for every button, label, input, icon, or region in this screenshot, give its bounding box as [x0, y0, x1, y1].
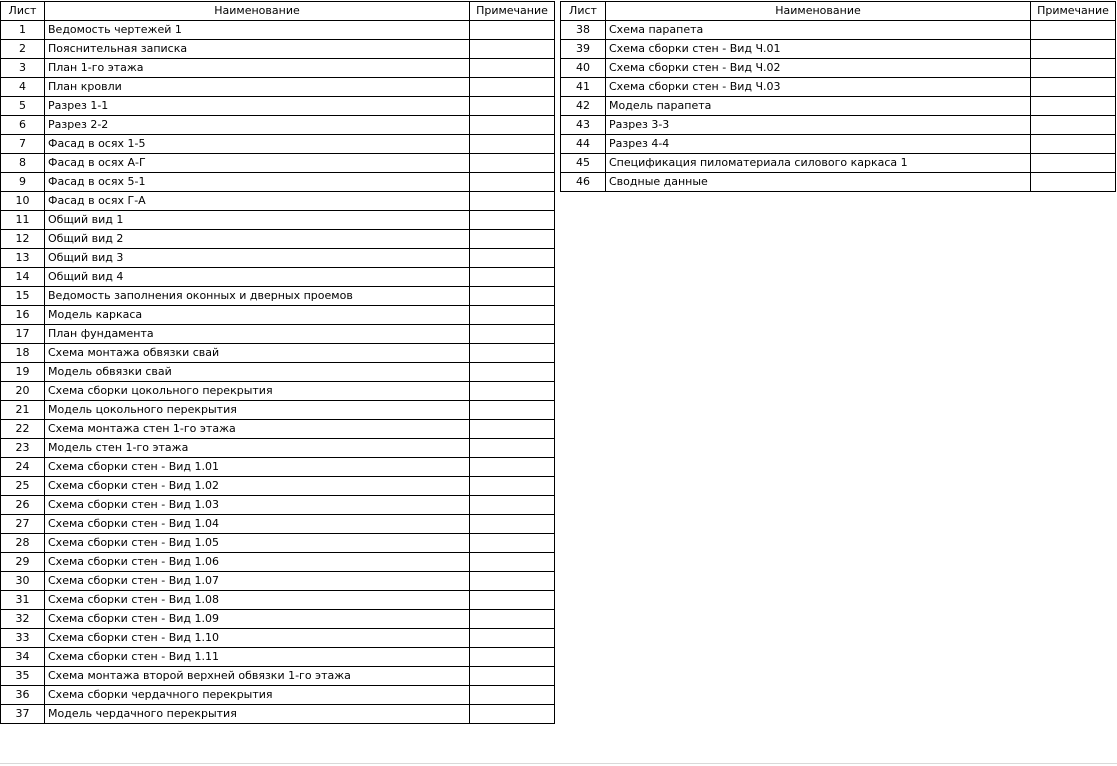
sheet-note-cell [1031, 135, 1116, 154]
sheet-number-cell: 24 [1, 458, 45, 477]
table-row [1, 705, 555, 724]
sheet-number-cell: 11 [1, 211, 45, 230]
sheet-name-cell: Схема сборки стен - Вид 1.04 [45, 515, 470, 534]
sheet-note-cell [470, 496, 555, 515]
drawings-list-table-right [560, 1, 1116, 192]
sheet-number-cell: 18 [1, 344, 45, 363]
sheet-note-cell [470, 287, 555, 306]
sheet-note-cell [470, 401, 555, 420]
sheet-number-cell: 28 [1, 534, 45, 553]
sheet-number-cell: 22 [1, 420, 45, 439]
sheet-name-cell: Модель каркаса [45, 306, 470, 325]
table-row [1, 515, 555, 534]
sheet-name-cell: Схема сборки стен - Вид 1.10 [45, 629, 470, 648]
sheet-name-cell: Схема сборки стен - Вид 1.07 [45, 572, 470, 591]
sheet-name-cell: Модель обвязки свай [45, 363, 470, 382]
sheet-number-cell: 43 [561, 116, 606, 135]
sheet-number-cell: 45 [561, 154, 606, 173]
sheet-number-cell: 21 [1, 401, 45, 420]
sheet-note-cell [470, 610, 555, 629]
table-row [1, 553, 555, 572]
sheet-name-cell: Модель чердачного перекрытия [45, 705, 470, 724]
sheet-number-cell: 7 [1, 135, 45, 154]
sheet-note-cell [470, 591, 555, 610]
sheet-name-cell: План 1-го этажа [45, 59, 470, 78]
table-row [561, 154, 1116, 173]
sheet-number-cell: 5 [1, 97, 45, 116]
sheet-note-cell [1031, 21, 1116, 40]
table-row [1, 439, 555, 458]
sheet-bottom-divider [0, 763, 1117, 764]
sheet-name-cell: Схема сборки стен - Вид 1.11 [45, 648, 470, 667]
table-row [1, 382, 555, 401]
sheet-note-cell [470, 629, 555, 648]
sheet-note-cell [470, 420, 555, 439]
table-row [561, 116, 1116, 135]
sheet-number-cell: 41 [561, 78, 606, 97]
sheet-name-cell: Разрез 1-1 [45, 97, 470, 116]
sheet-number-cell: 13 [1, 249, 45, 268]
sheet-number-cell: 4 [1, 78, 45, 97]
table-row [1, 40, 555, 59]
sheet-name-cell: Пояснительная записка [45, 40, 470, 59]
sheet-number-cell: 23 [1, 439, 45, 458]
sheet-name-cell: Ведомость чертежей 1 [45, 21, 470, 40]
sheet-number-cell: 40 [561, 59, 606, 78]
sheet-name-cell: Схема сборки стен - Вид 1.06 [45, 553, 470, 572]
sheet-note-cell [470, 515, 555, 534]
sheet-note-cell [470, 572, 555, 591]
sheet-note-cell [470, 249, 555, 268]
sheet-note-cell [470, 21, 555, 40]
sheet-number-cell: 20 [1, 382, 45, 401]
header-name: Наименование [606, 2, 1031, 21]
sheet-number-cell: 10 [1, 192, 45, 211]
sheet-name-cell: Разрез 3-3 [606, 116, 1031, 135]
sheet-number-cell: 19 [1, 363, 45, 382]
sheet-name-cell: Разрез 2-2 [45, 116, 470, 135]
sheet-note-cell [470, 211, 555, 230]
table-row [1, 344, 555, 363]
table-row [1, 78, 555, 97]
table-row [1, 116, 555, 135]
sheet-number-cell: 33 [1, 629, 45, 648]
sheet-number-cell: 38 [561, 21, 606, 40]
sheet-name-cell: Фасад в осях 5-1 [45, 173, 470, 192]
table-row [1, 154, 555, 173]
sheet-name-cell: Фасад в осях 1-5 [45, 135, 470, 154]
sheet-note-cell [470, 534, 555, 553]
header-sheet: Лист [561, 2, 606, 21]
table-row [1, 287, 555, 306]
sheet-number-cell: 32 [1, 610, 45, 629]
header-name: Наименование [45, 2, 470, 21]
sheet-note-cell [1031, 59, 1116, 78]
table-row [561, 173, 1116, 192]
table-row [1, 173, 555, 192]
table-row [561, 21, 1116, 40]
sheet-number-cell: 34 [1, 648, 45, 667]
sheet-number-cell: 42 [561, 97, 606, 116]
sheet-note-cell [470, 306, 555, 325]
sheet-number-cell: 30 [1, 572, 45, 591]
sheet-note-cell [470, 135, 555, 154]
sheet-number-cell: 12 [1, 230, 45, 249]
table-row [561, 97, 1116, 116]
sheet-name-cell: Разрез 4-4 [606, 135, 1031, 154]
header-note: Примечание [1031, 2, 1116, 21]
sheet-name-cell: Схема сборки стен - Вид 1.01 [45, 458, 470, 477]
table-row [561, 135, 1116, 154]
sheet-name-cell: Схема сборки стен - Вид 1.03 [45, 496, 470, 515]
sheet-note-cell [470, 325, 555, 344]
sheet-name-cell: Схема сборки стен - Вид Ч.03 [606, 78, 1031, 97]
sheet-note-cell [470, 705, 555, 724]
sheet-name-cell: План кровли [45, 78, 470, 97]
sheet-note-cell [470, 268, 555, 287]
sheet-name-cell: Схема сборки цокольного перекрытия [45, 382, 470, 401]
sheet-name-cell: Сводные данные [606, 173, 1031, 192]
sheet-name-cell: Фасад в осях Г-А [45, 192, 470, 211]
table-row [1, 572, 555, 591]
sheet-number-cell: 36 [1, 686, 45, 705]
sheet-number-cell: 16 [1, 306, 45, 325]
sheet-name-cell: Модель цокольного перекрытия [45, 401, 470, 420]
sheet-note-cell [470, 667, 555, 686]
sheet-name-cell: Схема монтажа стен 1-го этажа [45, 420, 470, 439]
header-note: Примечание [470, 2, 555, 21]
sheet-number-cell: 26 [1, 496, 45, 515]
table-row [1, 325, 555, 344]
sheet-note-cell [470, 40, 555, 59]
sheet-note-cell [470, 363, 555, 382]
table-header-row [561, 2, 1116, 21]
sheet-note-cell [470, 116, 555, 135]
table-row [1, 591, 555, 610]
sheet-note-cell [470, 97, 555, 116]
sheet-name-cell: Схема сборки стен - Вид 1.09 [45, 610, 470, 629]
sheet-number-cell: 1 [1, 21, 45, 40]
sheet-note-cell [470, 230, 555, 249]
sheet-note-cell [1031, 78, 1116, 97]
table-row [1, 477, 555, 496]
sheet-note-cell [470, 154, 555, 173]
sheet-note-cell [1031, 154, 1116, 173]
table-row [1, 629, 555, 648]
table-row [1, 211, 555, 230]
table-row [1, 420, 555, 439]
sheet-name-cell: Схема сборки чердачного перекрытия [45, 686, 470, 705]
sheet-number-cell: 8 [1, 154, 45, 173]
table-row [561, 59, 1116, 78]
table-row [561, 40, 1116, 59]
sheet-number-cell: 29 [1, 553, 45, 572]
sheet-number-cell: 27 [1, 515, 45, 534]
table-row [1, 534, 555, 553]
table-row [1, 363, 555, 382]
sheet-note-cell [470, 59, 555, 78]
sheet-name-cell: Спецификация пиломатериала силового каркаса 1 [606, 154, 1031, 173]
sheet-note-cell [470, 686, 555, 705]
sheet-note-cell [470, 78, 555, 97]
sheet-name-cell: Схема сборки стен - Вид Ч.02 [606, 59, 1031, 78]
table-row [1, 59, 555, 78]
table-row [1, 496, 555, 515]
table-row [1, 686, 555, 705]
sheet-number-cell: 39 [561, 40, 606, 59]
sheet-note-cell [470, 173, 555, 192]
table-row [1, 249, 555, 268]
table-row [1, 667, 555, 686]
sheet-name-cell: Схема сборки стен - Вид Ч.01 [606, 40, 1031, 59]
table-header-row [1, 2, 555, 21]
sheet-number-cell: 15 [1, 287, 45, 306]
sheet-number-cell: 25 [1, 477, 45, 496]
table-row [1, 610, 555, 629]
sheet-note-cell [470, 344, 555, 363]
sheet-number-cell: 35 [1, 667, 45, 686]
sheet-name-cell: Фасад в осях А-Г [45, 154, 470, 173]
sheet-note-cell [470, 192, 555, 211]
sheet-number-cell: 46 [561, 173, 606, 192]
table-body-right [561, 21, 1116, 192]
sheet-name-cell: Схема монтажа второй верхней обвязки 1-го этажа [45, 667, 470, 686]
sheet-number-cell: 37 [1, 705, 45, 724]
table-row [1, 648, 555, 667]
sheet-note-cell [470, 439, 555, 458]
sheet-name-cell: Общий вид 3 [45, 249, 470, 268]
sheet-number-cell: 2 [1, 40, 45, 59]
sheet-name-cell: Схема парапета [606, 21, 1031, 40]
sheet-number-cell: 14 [1, 268, 45, 287]
sheet-name-cell: Модель стен 1-го этажа [45, 439, 470, 458]
sheet-name-cell: Схема сборки стен - Вид 1.05 [45, 534, 470, 553]
sheet-name-cell: Схема сборки стен - Вид 1.02 [45, 477, 470, 496]
table-row [1, 268, 555, 287]
table-row [1, 21, 555, 40]
table-row [561, 78, 1116, 97]
table-row [1, 401, 555, 420]
sheet-note-cell [1031, 173, 1116, 192]
sheet-note-cell [470, 648, 555, 667]
sheet-name-cell: Ведомость заполнения оконных и дверных проемов [45, 287, 470, 306]
sheet-name-cell: Схема сборки стен - Вид 1.08 [45, 591, 470, 610]
sheet-number-cell: 9 [1, 173, 45, 192]
table-body-left [1, 21, 555, 724]
sheet-note-cell [1031, 40, 1116, 59]
sheet-note-cell [470, 458, 555, 477]
sheet-note-cell [470, 553, 555, 572]
sheet-number-cell: 3 [1, 59, 45, 78]
drawings-list-table-left [0, 1, 555, 724]
sheet-note-cell [470, 477, 555, 496]
table-row [1, 97, 555, 116]
sheet-note-cell [1031, 97, 1116, 116]
sheet-number-cell: 44 [561, 135, 606, 154]
table-row [1, 192, 555, 211]
table-row [1, 135, 555, 154]
sheet-name-cell: Общий вид 2 [45, 230, 470, 249]
table-row [1, 230, 555, 249]
sheet-number-cell: 6 [1, 116, 45, 135]
sheet-name-cell: Схема монтажа обвязки свай [45, 344, 470, 363]
table-row [1, 306, 555, 325]
sheet-name-cell: Общий вид 4 [45, 268, 470, 287]
header-sheet: Лист [1, 2, 45, 21]
sheet-name-cell: Общий вид 1 [45, 211, 470, 230]
sheet-number-cell: 17 [1, 325, 45, 344]
sheet-number-cell: 31 [1, 591, 45, 610]
sheet-name-cell: Модель парапета [606, 97, 1031, 116]
table-row [1, 458, 555, 477]
sheet-note-cell [470, 382, 555, 401]
sheet-name-cell: План фундамента [45, 325, 470, 344]
sheet-note-cell [1031, 116, 1116, 135]
